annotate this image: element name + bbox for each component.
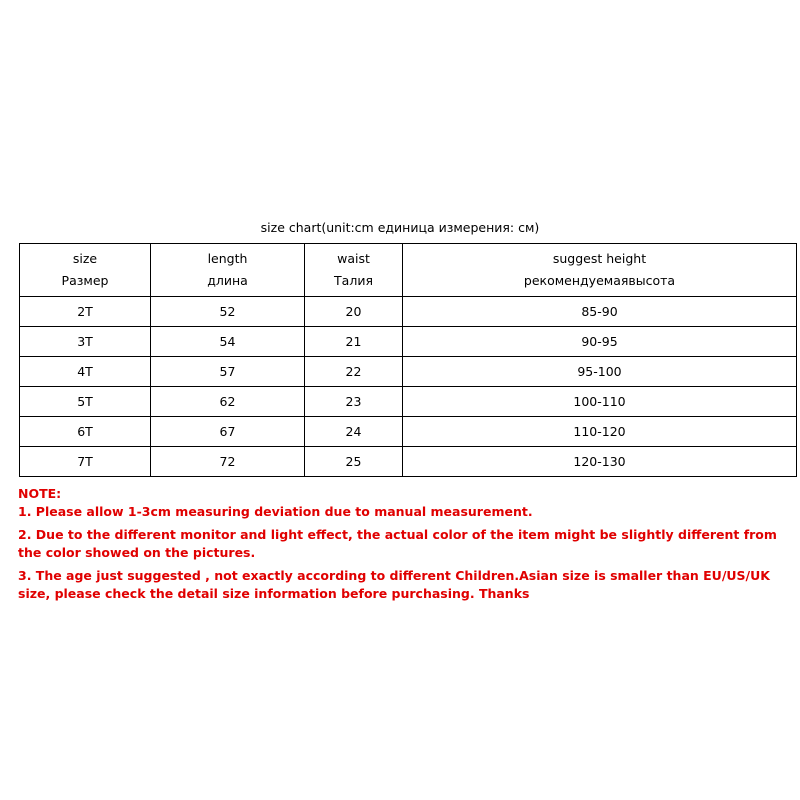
header-size-en: size [72,251,98,266]
cell-height: 100-110 [403,387,797,417]
table-row [20,327,797,357]
cell-size: 7T [20,447,151,477]
note-item: 1. Please allow 1-3cm measuring deviation due to manual measurement. [18,504,533,519]
cell-length: 57 [151,357,305,387]
note-item: 2. Due to the different monitor and light effect, the actual color of the item might be slightly different from the color showed on the pictures. [18,527,777,560]
table-row [20,357,797,387]
cell-length: 62 [151,387,305,417]
header-height-en: suggest height [552,251,647,266]
cell-waist: 23 [305,387,403,417]
cell-height: 120-130 [403,447,797,477]
cell-length: 52 [151,297,305,327]
cell-height: 95-100 [403,357,797,387]
header-waist-ru: Талия [334,273,373,288]
header-waist-en: waist [337,251,370,266]
table-row [20,387,797,417]
cell-length: 72 [151,447,305,477]
header-waist [305,244,403,297]
table-row [20,417,797,447]
header-size [20,244,151,297]
size-chart-caption: size chart(unit:cm единица измерения: см) [260,220,540,235]
cell-waist: 25 [305,447,403,477]
notes-section [18,485,793,603]
size-chart-table [19,243,797,477]
cell-waist: 20 [305,297,403,327]
cell-waist: 22 [305,357,403,387]
cell-height: 90-95 [403,327,797,357]
header-length-ru: длина [207,273,248,288]
cell-waist: 21 [305,327,403,357]
cell-waist: 24 [305,417,403,447]
header-height-ru: рекомендуемаявысота [523,273,676,288]
header-length-en: length [207,251,248,266]
cell-length: 54 [151,327,305,357]
note-item: 3. The age just suggested , not exactly according to different Children.Asian size is smaller than EU/US/UK size, please check the detail size information before purchasing. Thanks [18,568,770,601]
cell-size: 3T [20,327,151,357]
cell-size: 6T [20,417,151,447]
table-row [20,447,797,477]
cell-height: 85-90 [403,297,797,327]
table-row [20,297,797,327]
cell-size: 2T [20,297,151,327]
notes-title: NOTE: [18,486,62,501]
cell-height: 110-120 [403,417,797,447]
header-size-ru: Размер [61,273,109,288]
cell-size: 4T [20,357,151,387]
cell-length: 67 [151,417,305,447]
header-row [20,244,797,297]
header-length [151,244,305,297]
cell-size: 5T [20,387,151,417]
header-height [403,244,797,297]
